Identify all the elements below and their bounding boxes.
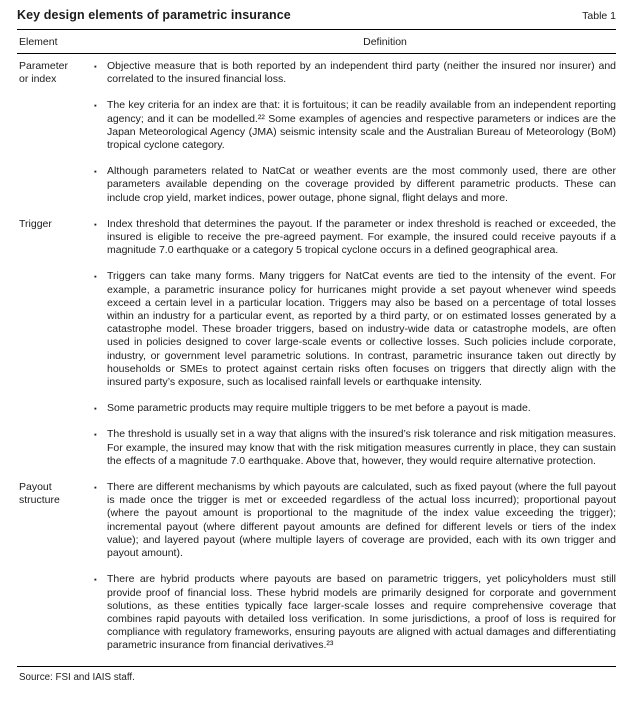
table-row-parameter-or-index [17, 60, 616, 218]
definition-text: Although parameters related to NatCat or weather events are the most commonly used, there are other parameters available depending on the coverage provided by different parametric products. These can include crop yield, market indices, power outage, phone signal, flight delays and more. [107, 165, 616, 204]
definition-text: The key criteria for an index are that: it is fortuitous; it can be readily available from an independent reporting agency; and it can be modelled.²² Some examples of agencies and respective parameters or indices are the Japan Meteorological Agency (JMA) seismic intensity scale and the Australian Bureau of Meteorology (BoM) tropical cyclone category. [107, 99, 616, 152]
list-item [94, 99, 616, 152]
definition-text: Index threshold that determines the payout. If the parameter or index threshold is reached or exceeded, the insured is eligible to receive the pre-agreed payment. For example, the insured could receive payouts if a magnitude 7.0 earthquake or a category 5 tropical cyclone occurs in a defined geographical area. [107, 217, 616, 257]
definition-cell [94, 60, 616, 218]
list-item [94, 428, 616, 468]
list-item [94, 573, 616, 652]
bullet-square-icon: ▪ [94, 62, 97, 71]
table-row-trigger [17, 218, 616, 481]
list-item [94, 218, 616, 258]
definition-text: There are hybrid products where payouts are based on parametric triggers, yet policyholders must still provide proof of financial loss. These hybrid models are primarily designed for corporate and government solutions, as these entities typically face larger-scale losses and require comprehensive coverage that combines rapid payouts with detailed loss verification. In some jurisdictions, a proof of loss is required for compliance with regulatory frameworks, ensuring payouts are aligned with actual damages and differentiating parametric insurance from financial derivatives.²³ [107, 573, 616, 652]
definition-text: Some parametric products may require multiple triggers to be met before a payout is made. [107, 402, 531, 415]
column-header-element: Element [19, 36, 58, 48]
source-note: Source: FSI and IAIS staff. [17, 666, 616, 684]
bullet-square-icon: ▪ [94, 404, 97, 414]
table-body [17, 54, 616, 666]
bullet-square-icon: ▪ [94, 272, 97, 282]
bullet-square-icon: ▪ [94, 430, 97, 440]
bullet-square-icon: ▪ [94, 101, 97, 111]
bullet-square-icon: ▪ [94, 167, 97, 177]
definition-cell [94, 218, 616, 481]
element-label: Trigger [19, 217, 52, 230]
definition-text: Triggers can take many forms. Many triggers for NatCat events are tied to the intensity of the event. For example, a parametric insurance policy for hurricanes might provide a set payout whenever wind speeds exceed a certain level in a particular location. Triggers may also be based on a percentage of total losses within an industry for a particular event, as reported by a third party, or on estimated losses generated by a catastrophe model. These broader triggers, based on industry-wide data or catastrophe models, are often used in policies designed to cover large-scale events or collective losses. Such policies include corporate, industry, or government level parametric solutions. In contrast, parametric insurance taken out directly by households or SMEs to protect against certain risks often focuses on triggers that directly align with the insured party’s exposure, such as localised rainfall levels or earthquake intensity. [107, 270, 616, 389]
definition-text: There are different mechanisms by which payouts are calculated, such as fixed payout (where the full payout is made once the trigger is met or exceeded regardless of the actual loss incurred); proportional payout (where the payout amount is proportional to the magnitude of the index value exceeding the trigger); incremental payout (where different payout amounts are defined for different levels or tiers of the index value); and layered payout (where multiple layers of coverage are provided, each with its own trigger and payout amount). [107, 481, 616, 560]
definition-cell [94, 481, 616, 665]
bullet-square-icon: ▪ [94, 575, 97, 585]
definition-text: Objective measure that is both reported by an independent third party (neither the insured nor insurer) and correlated to the insured financial loss. [107, 60, 616, 86]
element-label: Parameter or index [19, 60, 69, 86]
list-item [94, 165, 616, 205]
table-row-payout-structure [17, 481, 616, 665]
list-item [94, 481, 616, 560]
table-number-label: Table 1 [582, 10, 616, 22]
list-item [94, 402, 616, 415]
list-item [94, 60, 616, 86]
definition-text: The threshold is usually set in a way that aligns with the insured’s risk tolerance and risk mitigation measures. For example, the insured may know that with the risk mitigation measures currently in place, they can sustain the effects of a magnitude 7.0 earthquake. Above that, however, they would require alternative protection. [107, 428, 616, 467]
table-column-headers [17, 30, 616, 54]
table-title-row [17, 0, 616, 30]
bullet-square-icon: ▪ [94, 219, 97, 229]
table-title: Key design elements of parametric insurance [17, 8, 291, 22]
list-item [94, 270, 616, 389]
bullet-square-icon: ▪ [94, 483, 97, 493]
element-label: Payout structure [19, 481, 60, 507]
column-header-definition: Definition [363, 36, 407, 48]
